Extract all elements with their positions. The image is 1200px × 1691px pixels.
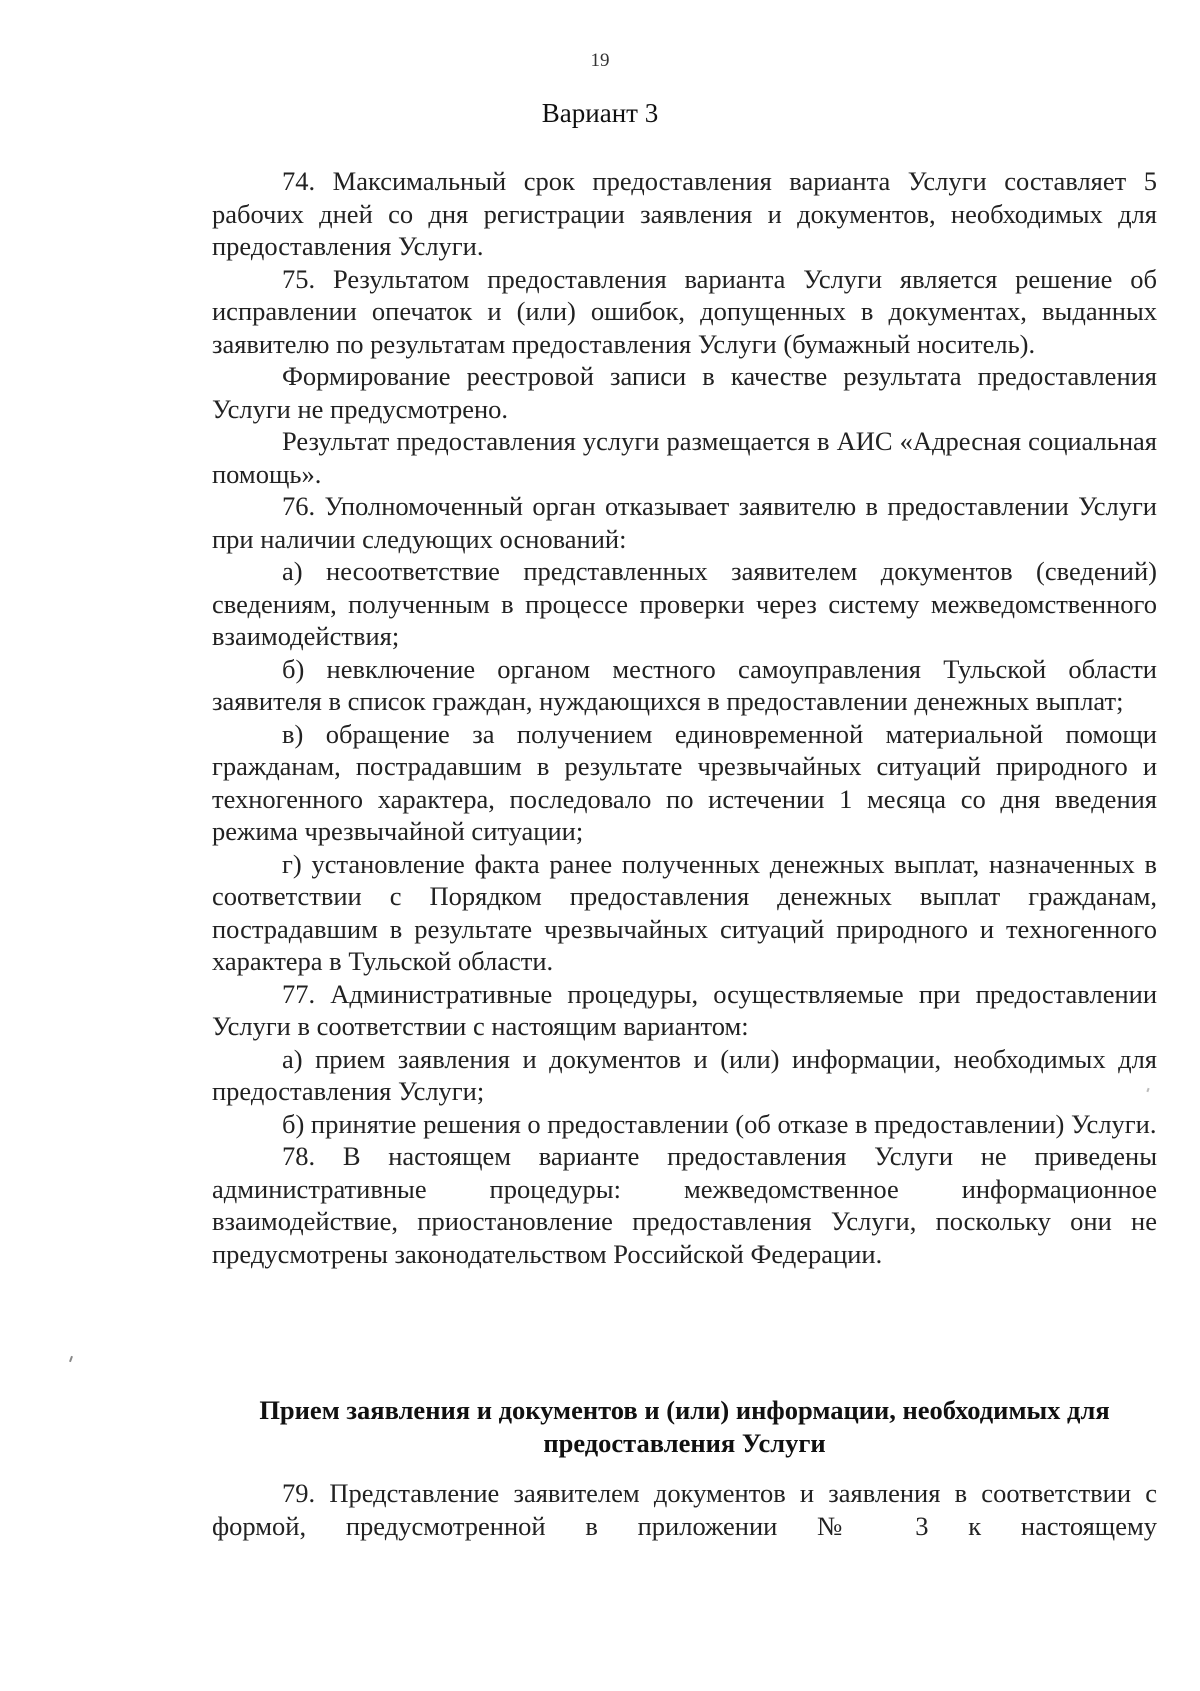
paragraph-77-a: а) прием заявления и документов и (или) информации, необходимых для предоставления Услуги; [212, 1043, 1157, 1106]
paragraph-79: 79. Представление заявителем документов и заявления в соответствии с формой, предусмотренной в приложении № 3 к настоящему [212, 1478, 1157, 1541]
paragraph-75: 75. Результатом предоставления варианта Услуги является решение об исправлении опечаток и (или) ошибок, допущенных в документах, выданных заявителю по результатам предоставления Услуги (бумажный носитель). [212, 263, 1157, 359]
paragraph-77-b: б) принятие решения о предоставлении (об отказе в предоставлении) Услуги. [282, 1108, 1157, 1139]
paragraph-76-b: б) невключение органом местного самоуправления Тульской области заявителя в список граждан, нуждающихся в предоставлении денежных выплат; [212, 653, 1157, 716]
page-number: 19 [590, 50, 610, 71]
body-text-continued [212, 1477, 1157, 1542]
body-text [212, 165, 1157, 1270]
paragraph-77: 77. Административные процедуры, осуществляемые при предоставлении Услуги в соответствии с настоящим вариантом: [212, 978, 1157, 1041]
paragraph-76: 76. Уполномоченный орган отказывает заявителю в предоставлении Услуги при наличии следующих оснований: [212, 491, 1157, 554]
paragraph-76-g: г) установление факта ранее полученных денежных выплат, назначенных в соответствии с Порядком предоставления денежных выплат гражданам, пострадавшим в результате чрезвычайных ситуаций природного и техногенного характера в Тульской области. [212, 848, 1157, 976]
paragraph-76-a: а) несоответствие представленных заявителем документов (сведений) сведениям, полученным в процессе проверки через систему межведомственного взаимодействия; [212, 556, 1157, 651]
paragraph-74: 74. Максимальный срок предоставления варианта Услуги составляет 5 рабочих дней со дня регистрации заявления и документов, необходимых для предоставления Услуги. [212, 166, 1157, 261]
scan-artifact-mark [69, 1356, 73, 1362]
paragraph-registry-record: Формирование реестровой записи в качестве результата предоставления Услуги не предусмотрено. [212, 361, 1157, 424]
paragraph-76-v: в) обращение за получением единовременной материальной помощи гражданам, пострадавшим в результате чрезвычайных ситуаций природного и техногенного характера, последовало по истечении 1 месяца со дня введения режима чрезвычайной ситуации; [212, 718, 1157, 846]
paragraph-78: 78. В настоящем варианте предоставления Услуги не приведены административные процедуры: межведомственное информационное взаимодействие, приостановление предоставления Услуги, поскольку они не предусмотрены законодательством Российской Федерации. [212, 1141, 1157, 1269]
subsection-heading: Прием заявления и документов и (или) информации, необходимых для предоставления Услуги [259, 1395, 1110, 1458]
section-title: Вариант 3 [541, 98, 659, 128]
paragraph-result-placement: Результат предоставления услуги размещается в АИС «Адресная социальная помощь». [212, 426, 1157, 489]
